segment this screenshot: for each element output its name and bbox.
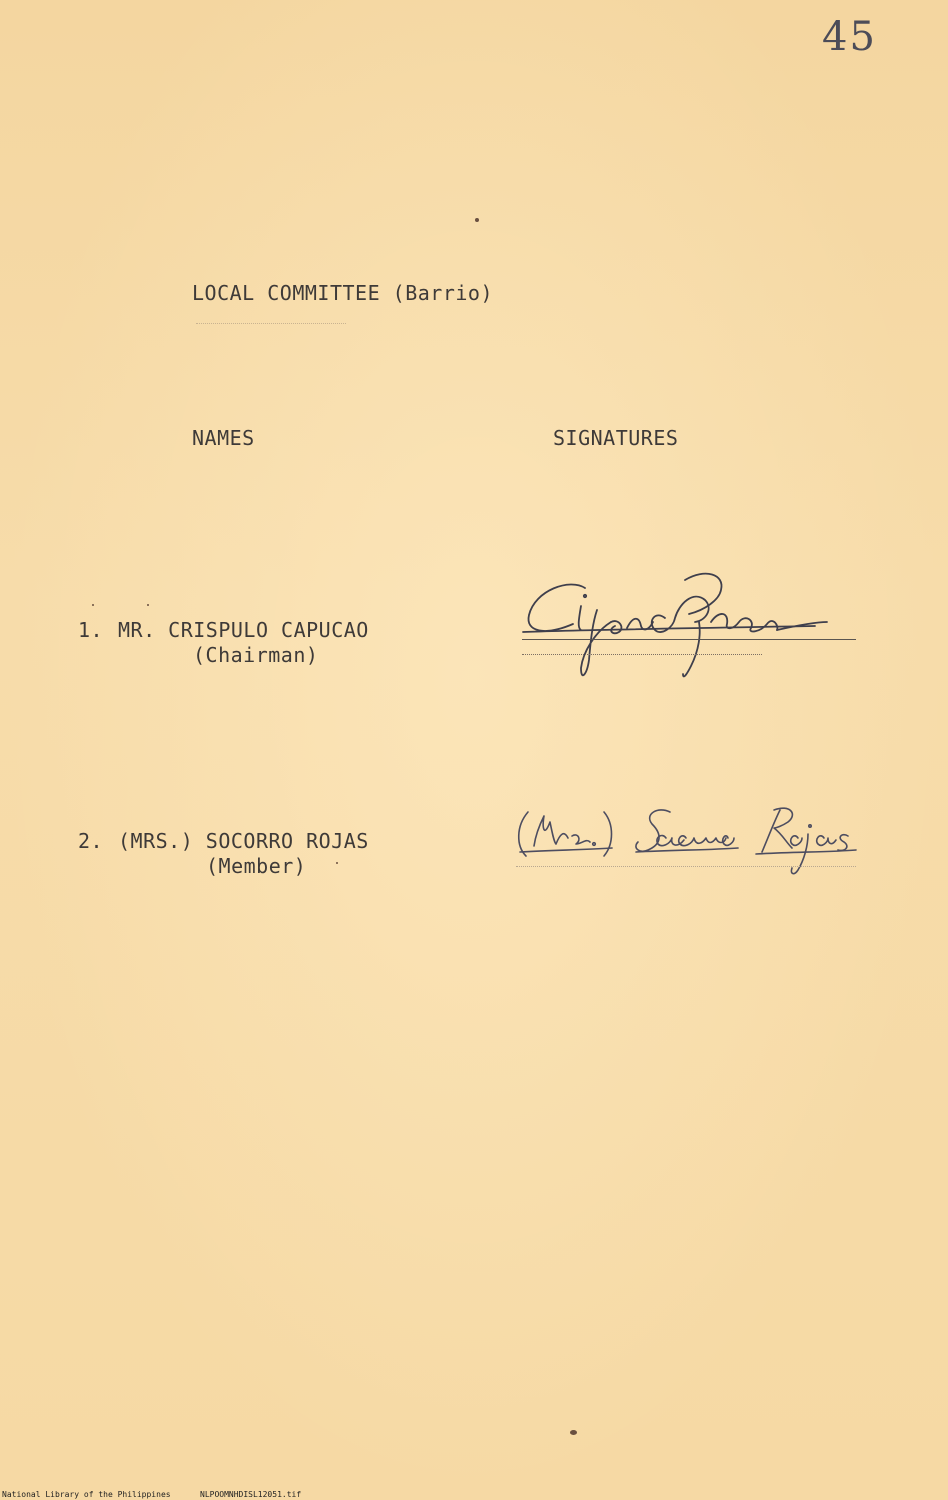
names-column-header: NAMES <box>192 426 255 450</box>
page-number: 45 <box>822 14 877 60</box>
paper-speck <box>336 862 338 864</box>
signatures-column-header: SIGNATURES <box>553 426 679 450</box>
footer-source: National Library of the Philippines <box>2 1490 171 1499</box>
heading-underline <box>196 323 346 324</box>
member-1-signature-underline <box>522 654 762 655</box>
member-1-signature <box>515 570 860 690</box>
member-2-number: 2. <box>78 829 104 853</box>
member-2-role: (Member) <box>206 854 307 878</box>
member-1-name: MR. CRISPULO CAPUCAO <box>118 618 369 642</box>
paper-speck <box>92 604 94 606</box>
paper-speck <box>570 1430 577 1435</box>
member-1-role: (Chairman) <box>193 643 319 667</box>
member-2-signature-underline <box>516 866 856 867</box>
footer-filename: NLPOOMNHDISL12051.tif <box>200 1490 302 1499</box>
member-2-name: (MRS.) SOCORRO ROJAS <box>118 829 369 853</box>
member-1-number: 1. <box>78 618 104 642</box>
member-1-signature-line <box>522 639 856 640</box>
member-2-signature <box>512 798 864 888</box>
document-heading: LOCAL COMMITTEE (Barrio) <box>192 281 493 305</box>
paper-speck <box>475 218 479 222</box>
paper-speck <box>147 604 149 606</box>
